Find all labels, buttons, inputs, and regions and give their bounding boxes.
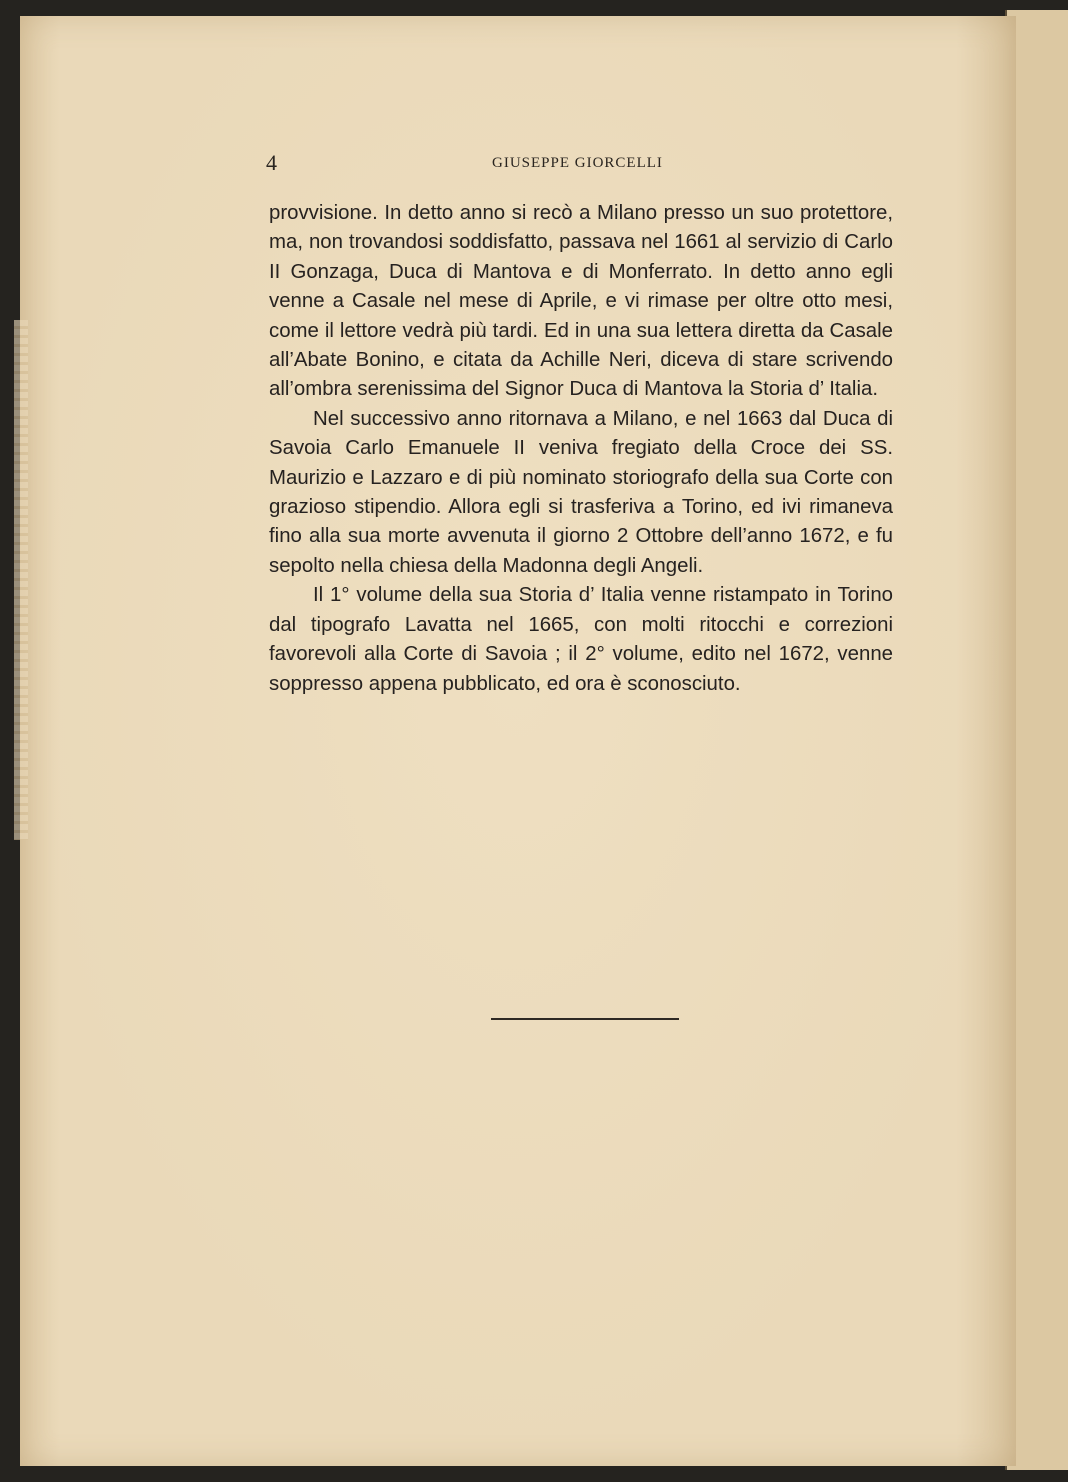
body-text <box>269 199 893 699</box>
torn-page-edge <box>14 320 28 840</box>
paragraph-3: Il 1° volume della sua Storia d’ Italia venne ristampato in Torino dal tipografo Lavatta nel 1665, con molti ritocchi e correzioni favorevoli alla Corte di Savoia ; il 2° volume, edito nel 1672, venne soppresso appena pubblicato, ed ora è sconosciuto. <box>269 584 893 695</box>
running-header <box>266 150 926 180</box>
section-end-rule <box>491 1018 679 1020</box>
page-number: 4 <box>266 150 277 175</box>
paragraph-1: provvisione. In detto anno si recò a Milano presso un suo protettore, ma, non trovandosi soddisfatto, passava nel 1661 al servizio di Carlo II Gonzaga, Duca di Mantova e di Monferrato. In detto anno egli venne a Casale nel mese di Aprile, e vi rimase per oltre otto mesi, come il lettore vedrà più tardi. Ed in una sua lettera diretta da Casale all’Abate Bonino, e citata da Achille Neri, diceva di stare scrivendo all’ombra serenissima del Signor Duca di Mantova la Storia d’ Italia. <box>269 202 893 401</box>
running-title: GIUSEPPE GIORCELLI <box>492 155 663 171</box>
paragraph-2: Nel successivo anno ritornava a Milano, e nel 1663 dal Duca di Savoia Carlo Emanuele II veniva fregiato della Croce dei SS. Maurizio e Lazzaro e di più nominato storiografo della sua Corte con grazioso stipendio. Allora egli si trasferiva a Torino, ed ivi rimaneva fino alla sua morte avvenuta il giorno 2 Ottobre dell’anno 1672, e fu sepolto nella chiesa della Madonna degli Angeli. <box>269 407 893 577</box>
